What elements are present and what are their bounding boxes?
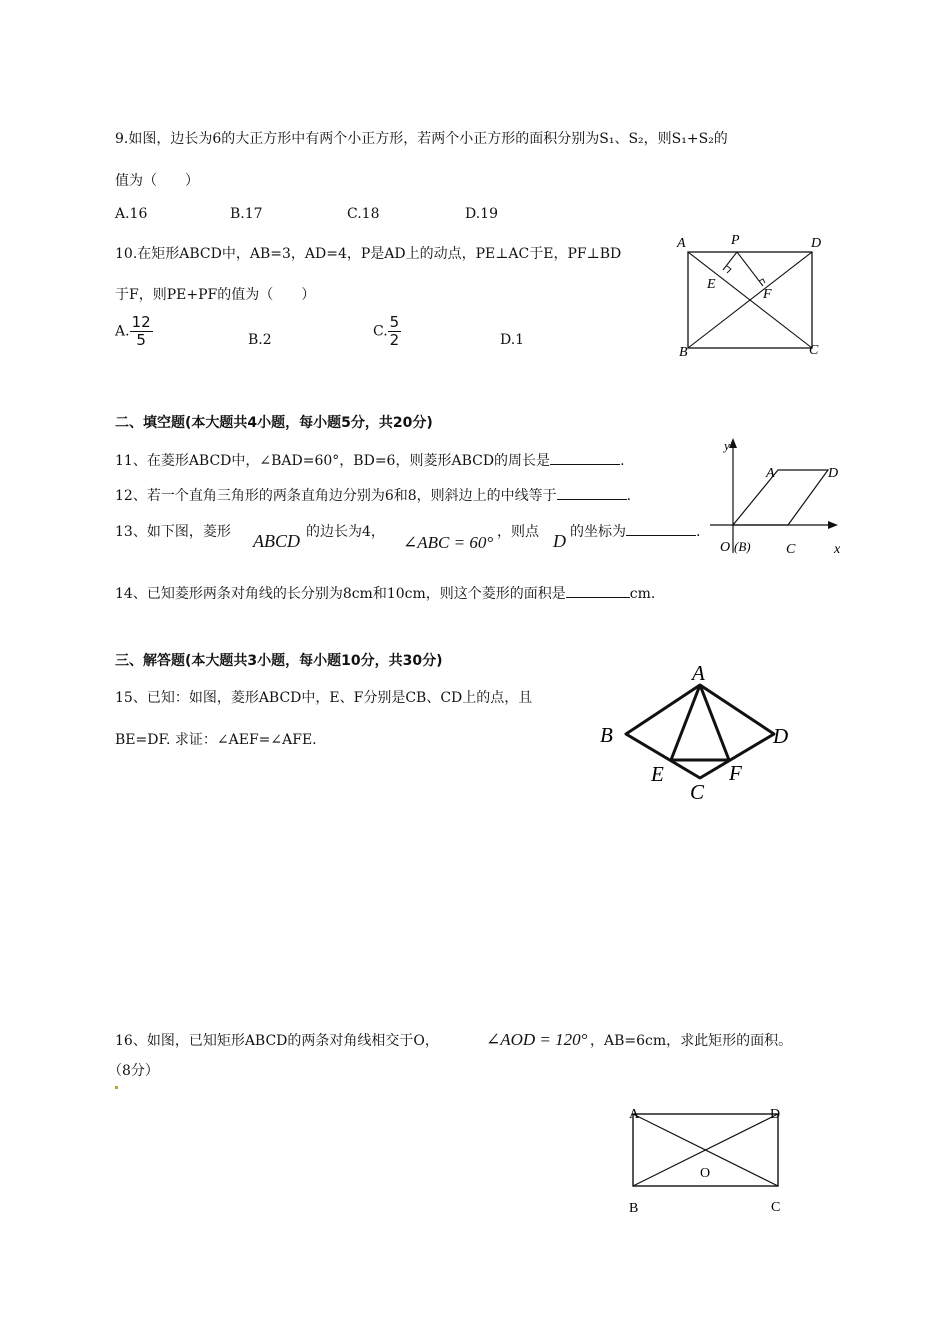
q14-answer-blank	[566, 583, 630, 598]
q10-label-a: A	[677, 236, 686, 251]
q11-answer-blank	[550, 450, 620, 465]
q16-label-c: C	[771, 1200, 781, 1215]
q13-shape-name: ABCD	[253, 531, 300, 551]
q10-option-a-prefix: A.	[115, 323, 130, 340]
fraction-numerator: 5	[389, 313, 400, 331]
q9-option-a: A.16	[115, 206, 148, 222]
q13-part1: 13、如下图，菱形	[115, 524, 231, 540]
q16-rectangle-figure	[620, 1100, 800, 1220]
q10-segment-pe	[723, 252, 737, 270]
q10-label-p: P	[731, 233, 740, 248]
q12-answer-blank	[557, 485, 627, 500]
fraction-numerator: 12	[131, 313, 151, 331]
q16-label-d: D	[770, 1107, 781, 1122]
q9-line1: 9.如图，边长为6的大正方形中有两个小正方形，若两个小正方形的面积分别为S₁、S₂，则S₁+S₂的	[115, 131, 728, 147]
fraction-denominator: 2	[389, 331, 400, 349]
fraction-denominator: 5	[136, 331, 146, 349]
q11-text: 11、在菱形ABCD中，∠BAD=60°，BD=6，则菱形ABCD的周长是	[115, 453, 551, 469]
q13-label-a: A	[766, 466, 775, 481]
q15-label-d: D	[773, 724, 789, 748]
q15-label-b: B	[600, 723, 613, 747]
stray-mark	[115, 1086, 118, 1089]
q10-label-c: C	[809, 343, 819, 358]
q11-period: .	[620, 453, 625, 469]
q10-rectangle-figure	[675, 230, 835, 360]
q10-line1: 10.在矩形ABCD中，AB=3，AD=4，P是AD上的动点，PE⊥AC于E，PF⊥BD	[115, 246, 622, 262]
q13-point: D	[553, 531, 566, 551]
q10-label-b: B	[679, 345, 688, 360]
q13-answer-blank	[626, 521, 696, 536]
q9-option-b: B.17	[230, 206, 263, 222]
q15-rhombus-figure	[598, 660, 808, 805]
q15-label-f: F	[729, 761, 742, 785]
q10-option-c	[373, 314, 401, 349]
q9-option-c: C.18	[347, 206, 380, 222]
q14-text: 14、已知菱形两条对角线的长分别为8cm和10cm，则这个菱形的面积是	[115, 586, 566, 602]
q10-label-f: F	[763, 287, 772, 302]
q16-angle-expr: ∠AOD = 120°	[486, 1030, 588, 1049]
q10-option-a-fraction	[130, 314, 153, 349]
q15-line2: BE=DF. 求证：∠AEF=∠AFE.	[115, 732, 317, 748]
q16-line1-before: 16、如图，已知矩形ABCD的两条对角线相交于O，	[115, 1033, 439, 1049]
q12	[115, 485, 631, 505]
q13-part4-text: 的坐标为	[570, 524, 626, 540]
q15-line1: 15、已知：如图，菱形ABCD中，E、F分别是CB、CD上的点，且	[115, 690, 533, 706]
q15-rhombus	[626, 685, 774, 778]
q9-option-d: D.19	[465, 206, 498, 222]
q10-line2: 于F，则PE+PF的值为（ ）	[115, 287, 316, 303]
q13-label-d: D	[828, 466, 839, 481]
q13-label-x: x	[834, 542, 841, 557]
q13-label-o: O	[720, 540, 731, 555]
q10-label-e: E	[707, 277, 716, 292]
q10-right-angle-e	[727, 266, 731, 273]
q12-text: 12、若一个直角三角形的两条直角边分别为6和8，则斜边上的中线等于	[115, 488, 557, 504]
q16-label-b: B	[629, 1201, 639, 1216]
q13-rhombus	[733, 470, 828, 525]
q10-label-d: D	[811, 236, 822, 251]
section2-title: 二、填空题(本大题共4小题，每小题5分，共20分)	[115, 415, 433, 431]
q9-line2: 值为（ ）	[115, 173, 199, 189]
q10-option-d: D.1	[500, 332, 525, 348]
q13-part4	[570, 521, 700, 541]
q10-option-c-prefix: C.	[373, 323, 388, 340]
q13-coordinate-figure	[710, 435, 850, 560]
q10-option-a	[115, 314, 153, 349]
y-axis-arrow-icon	[729, 438, 737, 448]
q13-label-y: y	[724, 438, 730, 453]
q12-period: .	[626, 488, 632, 504]
q10-option-b: B.2	[248, 332, 272, 348]
q15-label-e: E	[651, 762, 664, 786]
q13-part2: 的边长为4，	[306, 524, 385, 540]
q14-unit: cm.	[629, 586, 656, 602]
q10-option-c-fraction	[388, 314, 402, 349]
q16-label-o: O	[700, 1166, 711, 1181]
q13-label-c: C	[786, 542, 796, 557]
q14	[115, 583, 655, 603]
q15-label-a: A	[692, 661, 705, 685]
q11	[115, 450, 625, 470]
q13-period: .	[696, 524, 701, 540]
x-axis-arrow-icon	[828, 521, 838, 529]
section3-title: 三、解答题(本大题共3小题，每小题10分，共30分)	[115, 653, 443, 669]
q16-label-a: A	[629, 1107, 640, 1122]
q15-label-c: C	[690, 780, 705, 804]
q13-part3: ，则点	[497, 524, 539, 540]
q16-line1-after: ，AB=6cm，求此矩形的面积。	[590, 1033, 793, 1049]
q13-angle-expr: ∠ABC = 60°	[403, 533, 494, 552]
q13-label-b: (B)	[734, 539, 751, 554]
q16-line2: （8分）	[108, 1063, 159, 1079]
